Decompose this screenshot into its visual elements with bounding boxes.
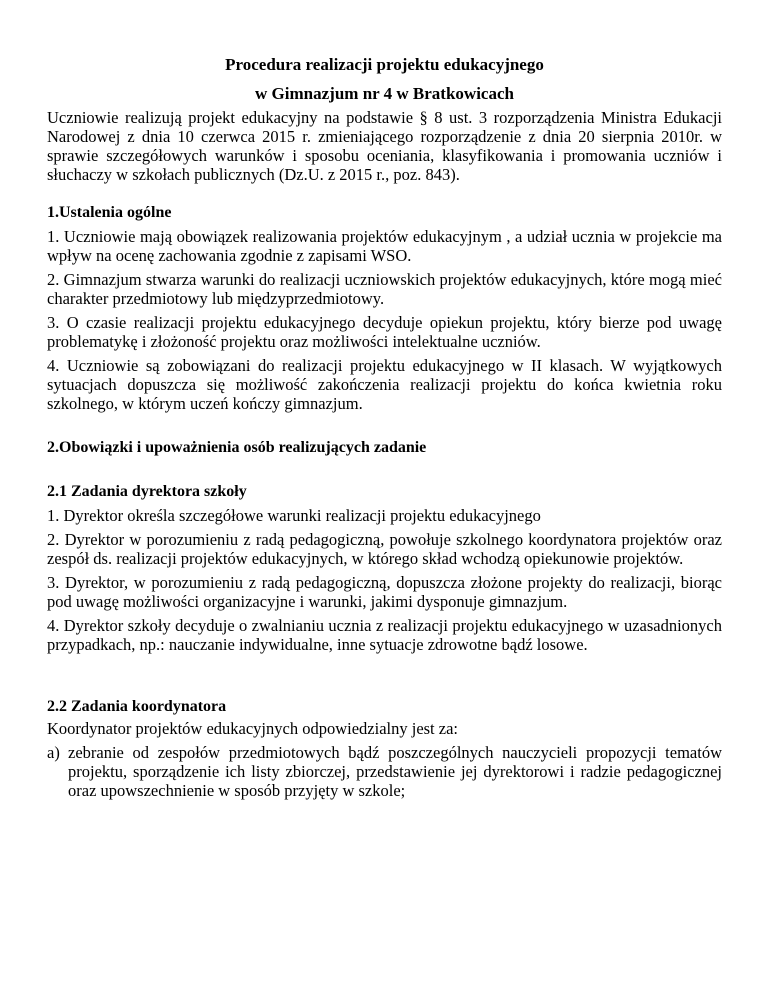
list-item-text: zebranie od zespołów przedmiotowych bądź poszczególnych nauczycieli propozycji tematów projektu, sporządzenie ich listy zbiorczej, przedstawienie jej dyrektorowi i radzie pedagogicznej oraz upowszechnienie w sposób przyjęty w szkole; <box>68 743 722 800</box>
section-2-1-item-2: 2. Dyrektor w porozumieniu z radą pedagogiczną, powołuje szkolnego koordynatora projektów oraz zespół ds. realizacji projektów edukacyjnych, w którego skład wchodzą opiekunowie projektów. <box>47 530 722 568</box>
section-2-2-item-a <box>47 743 722 800</box>
section-2-heading: 2.Obowiązki i upoważnienia osób realizujących zadanie <box>47 439 427 456</box>
section-1-heading: 1.Ustalenia ogólne <box>47 204 172 221</box>
section-2-1-item-4: 4. Dyrektor szkoły decyduje o zwalnianiu ucznia z realizacji projektu edukacyjnego w uzasadnionych przypadkach, np.: nauczanie indywidualne, inne sytuacje zdrowotne bądź losowe. <box>47 616 722 654</box>
section-2-1-heading: 2.1 Zadania dyrektora szkoły <box>47 483 247 500</box>
section-2-1-item-1: 1. Dyrektor określa szczegółowe warunki realizacji projektu edukacyjnego <box>47 506 541 525</box>
section-2-1-item-3: 3. Dyrektor, w porozumieniu z radą pedagogiczną, dopuszcza złożone projekty do realizacji, biorąc pod uwagę możliwości organizacyjne i warunki, jakimi dysponuje gimnazjum. <box>47 573 722 611</box>
section-1-item-4: 4. Uczniowie są zobowiązani do realizacji projektu edukacyjnego w II klasach. W wyjątkowych sytuacjach dopuszcza się możliwość zakończenia realizacji projektu do końca kwietnia roku szkolnego, w którym uczeń kończy gimnazjum. <box>47 356 722 413</box>
document-title <box>47 50 722 108</box>
list-marker: a) <box>47 743 60 762</box>
section-1-item-1: 1. Uczniowie mają obowiązek realizowania projektów edukacyjnym , a udział ucznia w projekcie ma wpływ na ocenę zachowania zgodnie z zapisami WSO. <box>47 227 722 265</box>
intro-paragraph: Uczniowie realizują projekt edukacyjny na podstawie § 8 ust. 3 rozporządzenia Ministra Edukacji Narodowej z dnia 10 czerwca 2015 r. zmieniającego rozporządzenie z dnia 20 sierpnia 2010r. w sprawie szczegółowych warunków i sposobu oceniania, klasyfikowania i promowania uczniów i słuchaczy w szkołach publicznych (Dz.U. z 2015 r., poz. 843). <box>47 108 722 184</box>
title-line-2: w Gimnazjum nr 4 w Bratkowicach <box>255 84 514 103</box>
section-1-item-2: 2. Gimnazjum stwarza warunki do realizacji uczniowskich projektów edukacyjnych, które mogą mieć charakter przedmiotowy lub międzyprzedmiotowy. <box>47 270 722 308</box>
section-1-item-3: 3. O czasie realizacji projektu edukacyjnego decyduje opiekun projektu, który bierze pod uwagę problematykę i złożoność projektu oraz możliwości intelektualne uczniów. <box>47 313 722 351</box>
section-2-2-lead: Koordynator projektów edukacyjnych odpowiedzialny jest za: <box>47 719 459 738</box>
title-line-1: Procedura realizacji projektu edukacyjnego <box>225 55 544 74</box>
section-2-2-heading: 2.2 Zadania koordynatora <box>47 698 227 715</box>
